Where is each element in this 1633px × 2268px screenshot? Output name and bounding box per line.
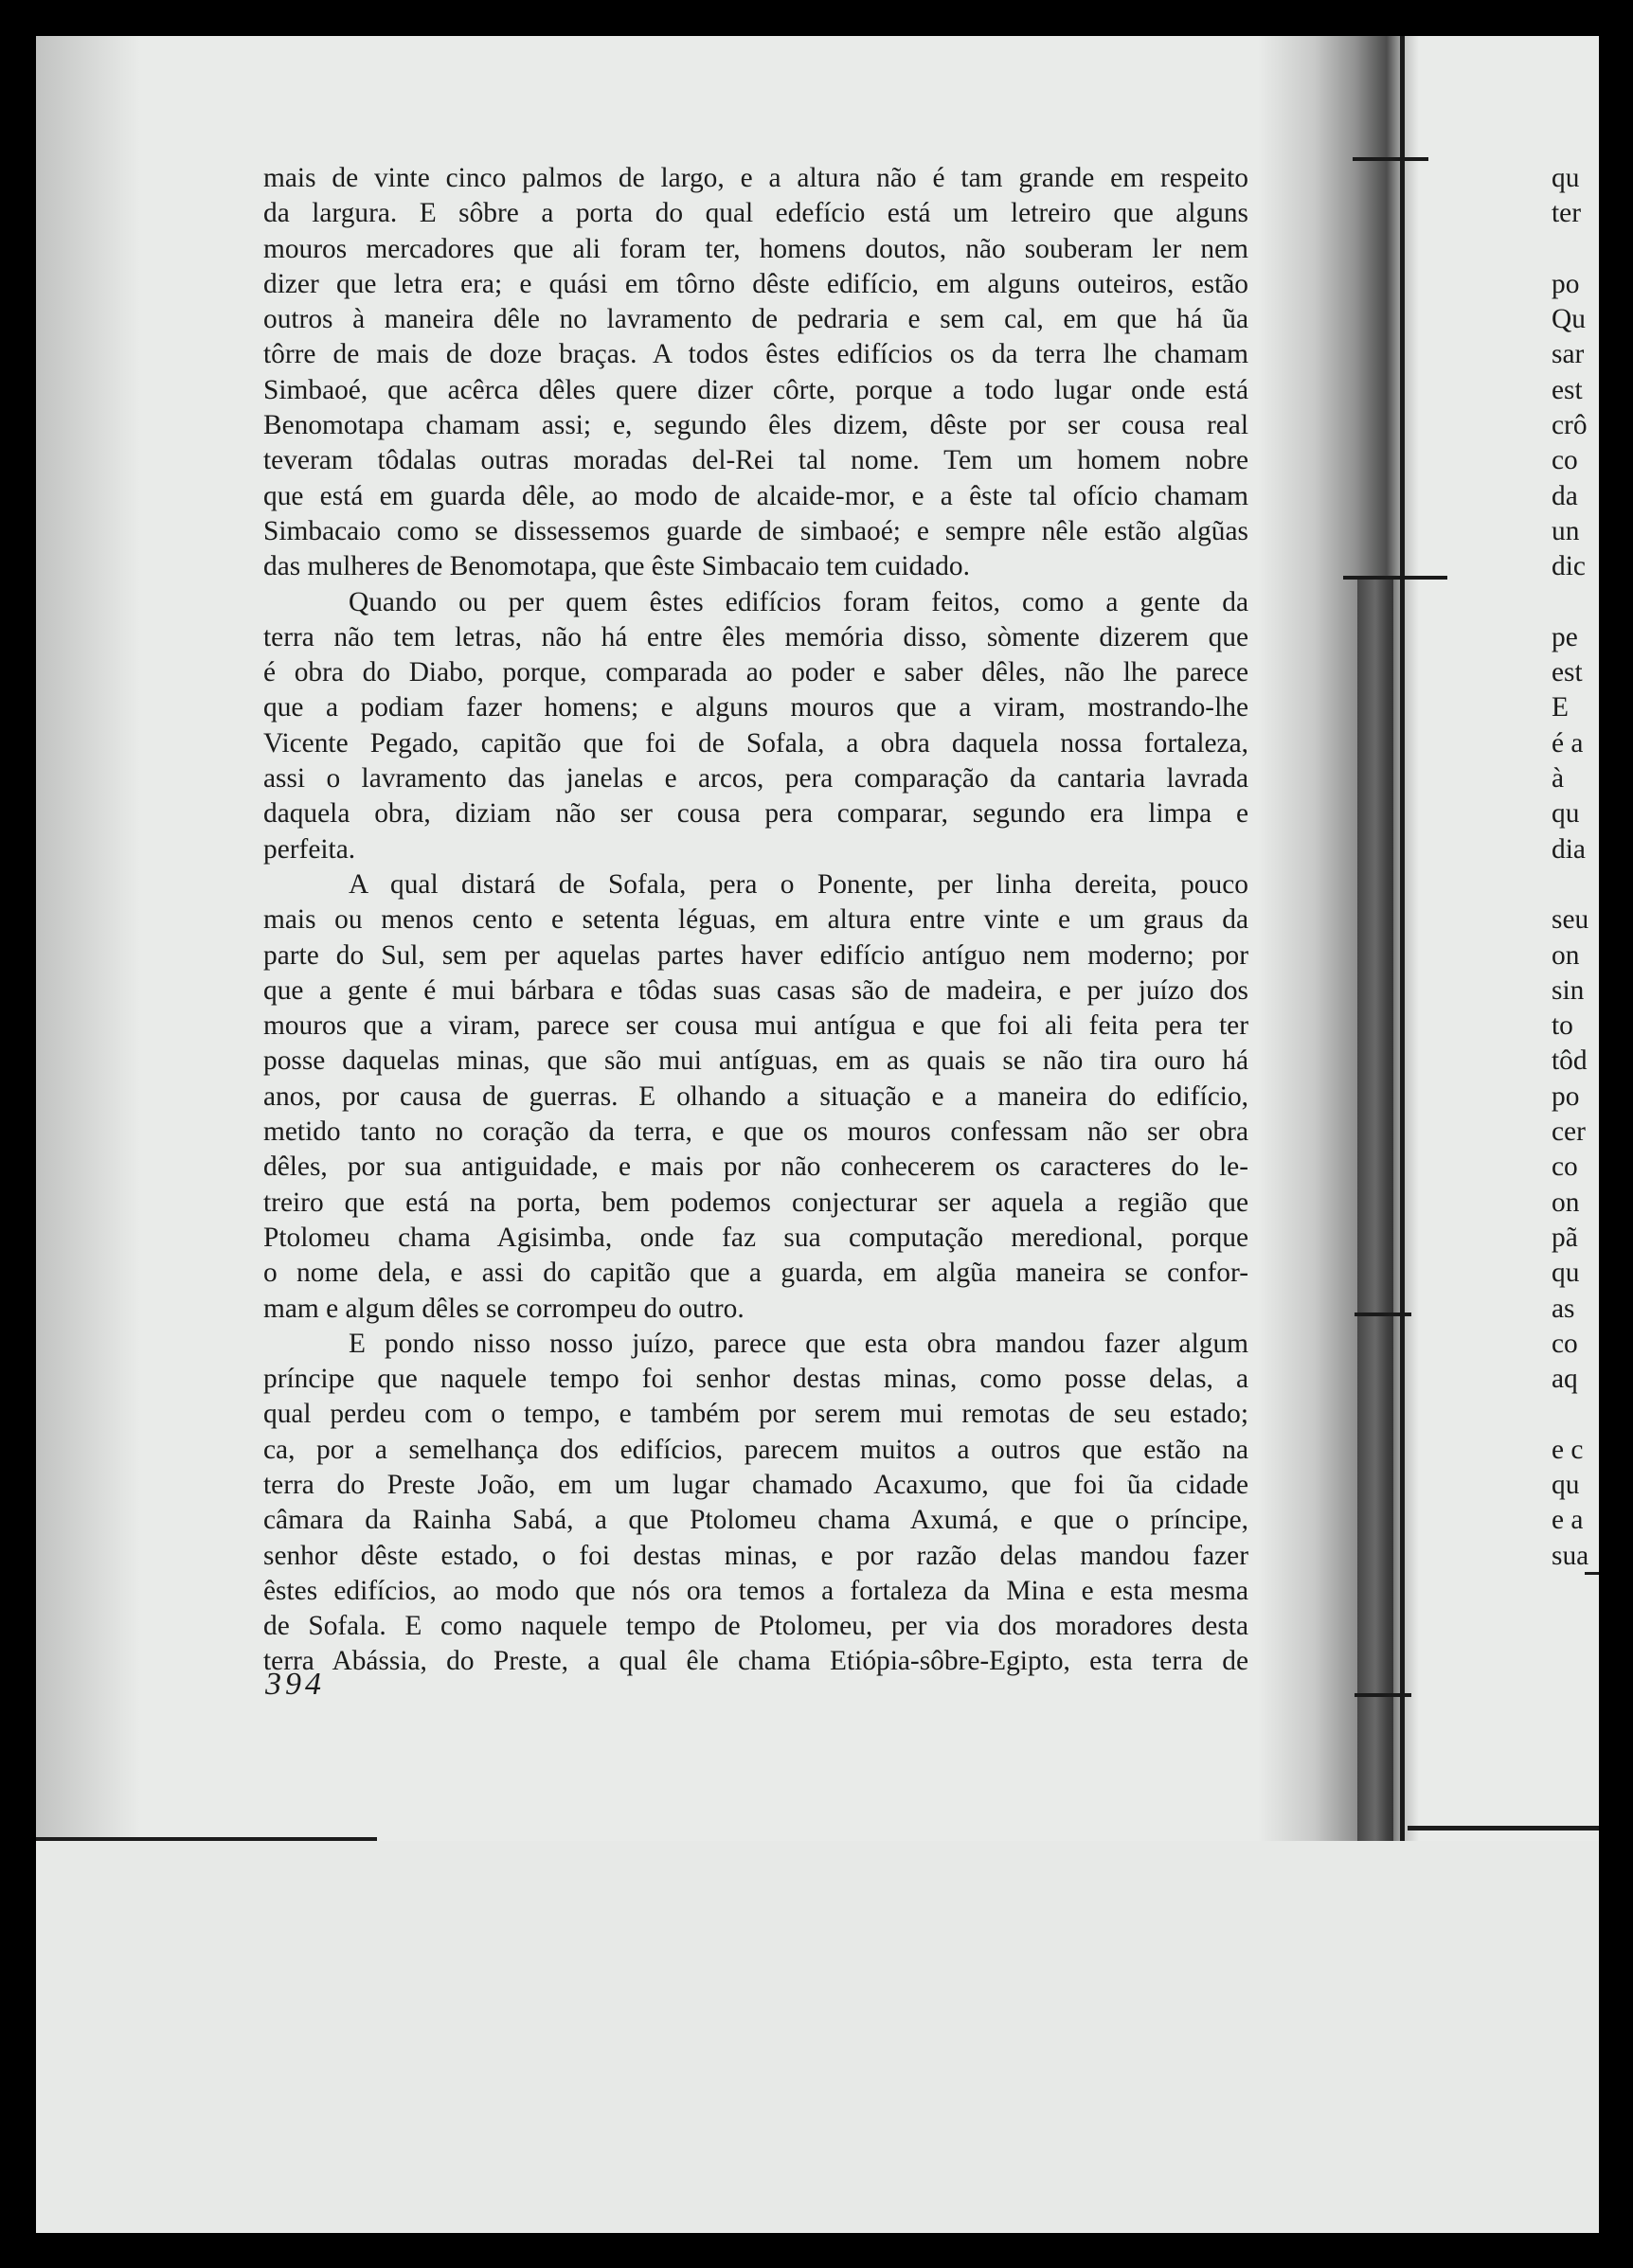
facing-page-text-fragment: cer [1552,1116,1586,1148]
binding-stitch [1353,157,1428,161]
facing-page-text-fragment: e c [1552,1434,1584,1465]
text-line: anos, por causa de guerras. E olhando a situação e a maneira do edifício, [263,1080,1248,1112]
facing-page-text-fragment: qu [1552,1258,1580,1289]
text-line: ca, por a semelhança dos edifícios, parecem muitos a outros que estão na [263,1434,1248,1465]
facing-page-text-fragment: as [1552,1293,1575,1324]
facing-page-text-fragment: co [1552,1328,1578,1359]
text-line: o nome dela, e assi do capitão que a guarda, em algũa maneira se confor- [263,1258,1248,1289]
facing-page-text-fragment: qu [1552,1469,1580,1500]
facing-page-rule [1585,1572,1599,1575]
text-line: de Sofala. E como naquele tempo de Ptolomeu, per via dos moradores desta [263,1611,1248,1642]
facing-page-text-fragment: co [1552,445,1578,476]
facing-page-text-fragment [1552,585,1599,620]
text-line: tôrre de mais de doze braças. A todos êstes edifícios os da terra lhe chamam [263,339,1248,370]
facing-page-text-fragment: to [1552,1010,1573,1042]
facing-page-text-fragment: seu [1552,904,1589,936]
facing-page-text-fragment: po [1552,1080,1580,1112]
text-line: que a gente é mui bárbara e tôdas suas casas são de madeira, e per juízo dos [263,974,1248,1006]
binding-stitch [1355,1313,1411,1316]
text-line: mais ou menos cento e setenta léguas, em altura entre vinte e um graus da [263,904,1248,936]
text-line: que a podiam fazer homens; e alguns mouros que a viram, mostrando-lhe [263,692,1248,723]
binding-stitch [1355,1693,1411,1697]
facing-page-text-fragment: po [1552,268,1580,299]
text-line: E pondo nisso nosso juízo, parece que esta obra mandou fazer algum [349,1328,1248,1359]
facing-page-text-fragment: qu [1552,163,1580,193]
facing-page-text-fragment [1552,867,1599,902]
facing-page-text-fragment: est [1552,374,1583,405]
facing-page-text-fragment: co [1552,1152,1578,1183]
facing-page-text-fragment: e a [1552,1505,1584,1536]
book-spine-line [1400,36,1405,1854]
book-spine-shadow [1258,36,1419,1854]
text-line: treiro que está na porta, bem podemos conjecturar ser aquela a região que [263,1187,1248,1218]
text-line: Vicente Pegado, capitão que foi de Sofala, a obra daquela nossa fortaleza, [263,727,1248,759]
text-line: metido tanto no coração da terra, e que os mouros confessam não ser obra [263,1116,1248,1148]
text-line: câmara da Rainha Sabá, a que Ptolomeu chama Axumá, e que o príncipe, [263,1505,1248,1536]
facing-page-text-fragment: pã [1552,1222,1578,1253]
facing-page-text-fragment: sua [1552,1540,1589,1571]
facing-page-text-fragment: pe [1552,621,1578,652]
book-spine-binding [1357,576,1393,1854]
facing-page-text-fragment: aq [1552,1364,1578,1395]
facing-page-text-fragment: est [1552,657,1583,688]
book-page-scan [36,36,1599,2233]
facing-page-text-fragment: Qu [1552,304,1586,335]
facing-page-text-fragment: dic [1552,551,1586,582]
text-line: perfeita. [263,833,356,865]
facing-page-text-fragment: qu [1552,798,1580,830]
text-line: mouros mercadores que ali foram ter, homens doutos, não souberam ler nem [263,233,1248,264]
text-line: A qual distará de Sofala, pera o Ponente, per linha dereita, pouco [349,868,1248,900]
text-line: terra do Preste João, em um lugar chamado Acaxumo, que foi ũa cidade [263,1469,1248,1500]
text-line: Simbaoé, que acêrca dêles quere dizer côrte, porque a todo lugar onde está [263,374,1248,405]
text-line: teveram tôdalas outras moradas del-Rei tal nome. Tem um homem nobre [263,445,1248,476]
text-line: terra não tem letras, não há entre êles memória disso, sòmente dizerem que [263,621,1248,652]
text-line: Simbacaio como se dissessemos guarde de simbaoé; e sempre nêle estão algũas [263,515,1248,546]
facing-page-text-fragment: da [1552,480,1578,511]
facing-page-text-fragment: tôd [1552,1045,1588,1077]
text-line: é obra do Diabo, porque, comparada ao poder e saber dêles, não lhe parece [263,657,1248,688]
text-line: mais de vinte cinco palmos de largo, e a altura não é tam grande em respeito [263,163,1248,193]
facing-page-text-fragment: on [1552,939,1580,971]
page-lower-margin [36,1841,1599,2233]
text-line: êstes edifícios, ao modo que nós ora temos a fortaleza da Mina e esta mesma [263,1575,1248,1606]
facing-page-text-fragment: é a [1552,727,1584,759]
text-line: que está em guarda dêle, ao modo de alcaide-mor, e a êste tal ofício chamam [263,480,1248,511]
text-line: qual perdeu com o tempo, e também por serem mui remotas de seu estado; [263,1399,1248,1430]
bottom-edge-rule [36,1837,377,1841]
facing-page-fragment [1552,161,1599,1574]
facing-page-text-fragment: sin [1552,974,1585,1006]
facing-page-text-fragment: dia [1552,833,1586,865]
facing-page-text-fragment: ter [1552,198,1581,229]
page-text-body [263,161,1248,1680]
text-line: senhor dêste estado, o foi destas minas, e por razão delas mandou fazer [263,1540,1248,1571]
facing-page-text-fragment: sar [1552,339,1585,370]
facing-page-text-fragment [1552,232,1599,267]
text-line: mam e algum dêles se corrompeu do outro. [263,1293,745,1324]
facing-page-text-fragment: crô [1552,410,1588,441]
text-line: Benomotapa chamam assi; e, segundo êles dizem, dêste por ser cousa real [263,410,1248,441]
facing-page-text-fragment: à [1552,763,1565,795]
text-line: terra Abássia, do Preste, a qual êle chama Etiópia-sôbre-Egipto, esta terra de [263,1646,1248,1677]
facing-page-text-fragment: on [1552,1187,1580,1218]
left-edge-shadow [36,36,140,1854]
text-line: dizer que letra era; e quási em tôrno dêste edifício, em alguns outeiros, estão [263,268,1248,299]
text-line: das mulheres de Benomotapa, que êste Simbacaio tem cuidado. [263,551,970,582]
text-line: da largura. E sôbre a porta do qual edefício está um letreiro que alguns [263,198,1248,229]
text-line: assi o lavramento das janelas e arcos, pera comparação da cantaria lavrada [263,763,1248,795]
facing-page-text-fragment [1552,1397,1599,1432]
text-line: príncipe que naquele tempo foi senhor destas minas, como posse delas, a [263,1364,1248,1395]
text-line: Ptolomeu chama Agisimba, onde faz sua computação meredional, porque [263,1222,1248,1253]
page-number: 394 [265,1667,325,1702]
text-line: outros à maneira dêle no lavramento de pedraria e sem cal, em que há ũa [263,304,1248,335]
text-line: Quando ou per quem êstes edifícios foram feitos, como a gente da [349,586,1248,617]
binding-stitch [1343,576,1447,580]
text-line: mouros que a viram, parece ser cousa mui antígua e que foi ali feita pera ter [263,1010,1248,1042]
facing-page-text-fragment: E [1552,692,1569,723]
text-line: daquela obra, diziam não ser cousa pera comparar, segundo era limpa e [263,798,1248,830]
text-line: parte do Sul, sem per aquelas partes haver edifício antíguo nem moderno; por [263,939,1248,971]
text-line: dêles, por sua antiguidade, e mais por não conhecerem os caracteres do le- [263,1152,1248,1183]
facing-page-text-fragment: un [1552,515,1580,546]
text-line: posse daquelas minas, que são mui antíguas, em as quais se não tira ouro há [263,1045,1248,1077]
spine-bottom-rule [1408,1826,1599,1830]
